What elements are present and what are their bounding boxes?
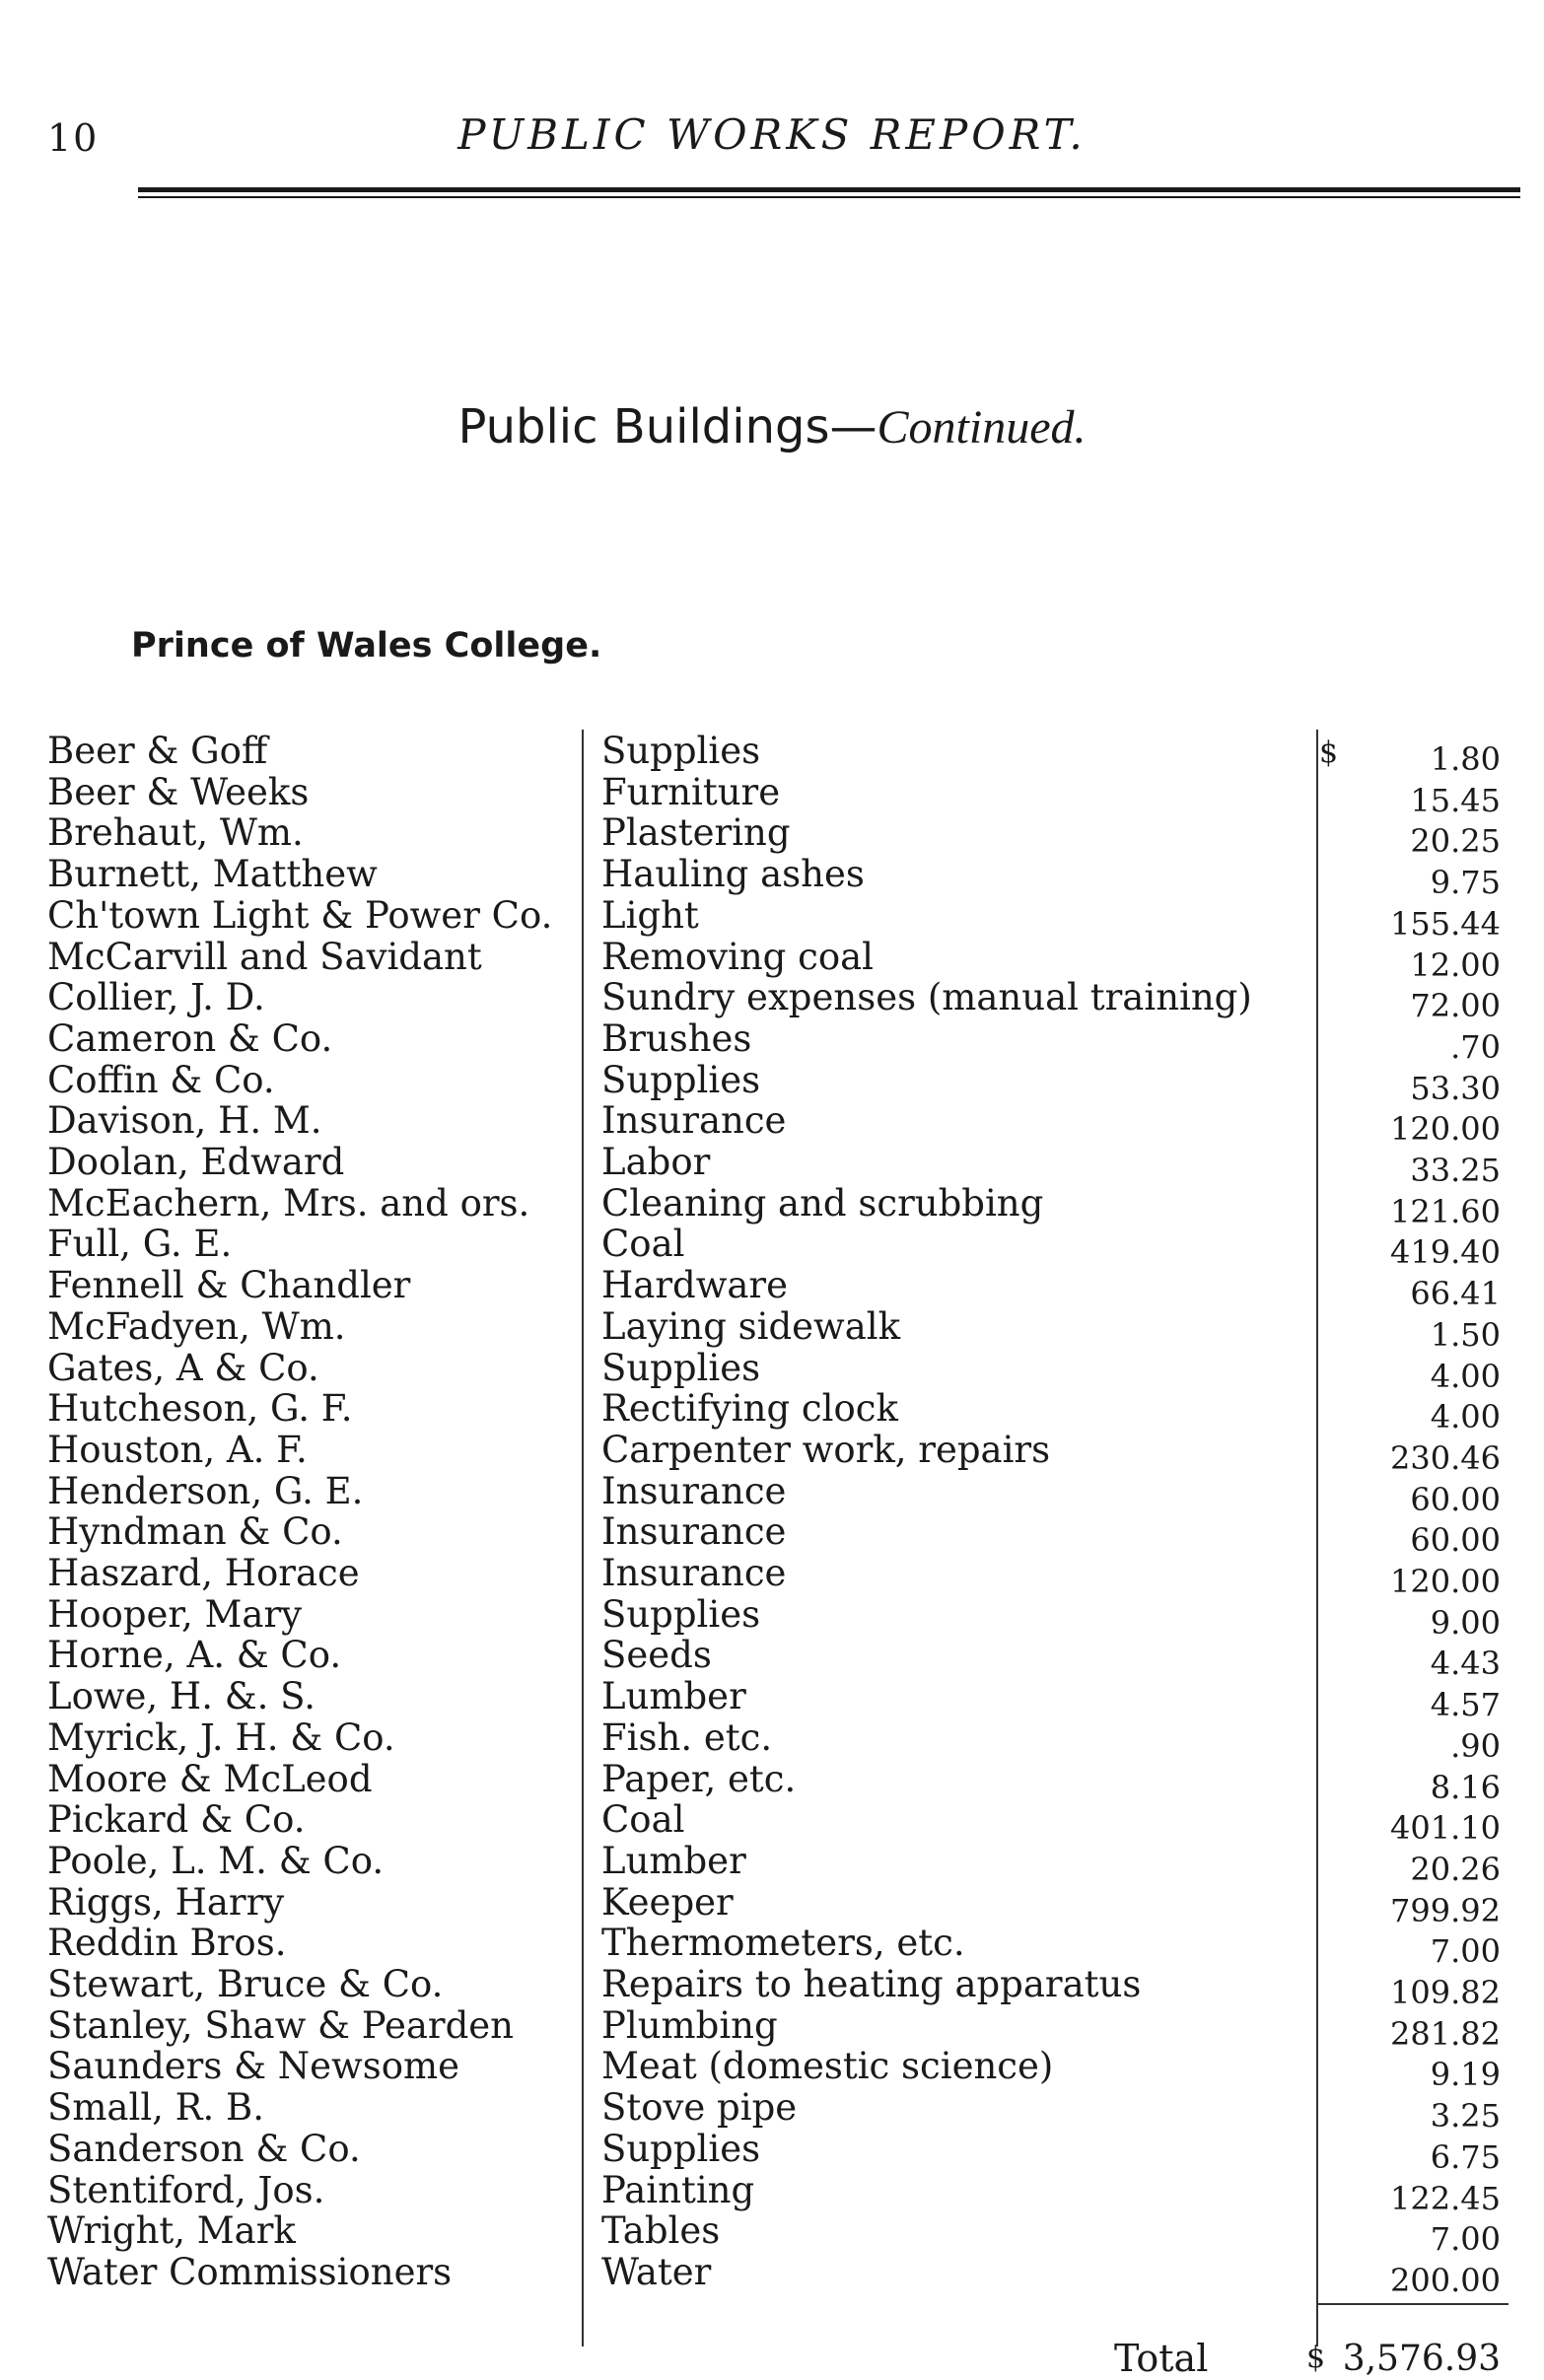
- table-row: [0, 976, 1544, 1025]
- amount-cell: .70: [1450, 1027, 1501, 1066]
- table-row: [0, 1757, 1544, 1806]
- payee-cell: Full, G. E.: [47, 1223, 233, 1266]
- amount-cell: 15.45: [1410, 781, 1501, 819]
- table-row: [0, 1634, 1544, 1683]
- amount-cell: 60.00: [1410, 1521, 1501, 1560]
- amount-cell: 20.25: [1410, 822, 1501, 861]
- payee-cell: Ch'town Light & Power Co.: [47, 893, 553, 937]
- payee-cell: Haszard, Horace: [47, 1552, 360, 1594]
- table-row: [0, 2045, 1544, 2094]
- table-row: [0, 1592, 1544, 1642]
- item-cell: Paper, etc.: [601, 1757, 797, 1800]
- amount-cell: 230.46: [1390, 1438, 1501, 1477]
- item-cell: Sundry expenses (manual training): [601, 976, 1252, 1019]
- item-cell: Tables: [601, 2209, 721, 2253]
- running-head: PUBLIC WORKS REPORT.: [457, 110, 1087, 159]
- item-cell: Stove pipe: [601, 2086, 798, 2130]
- table-row: [0, 730, 1544, 778]
- page-number: 10: [47, 116, 100, 160]
- payee-cell: Coffin & Co.: [47, 1058, 275, 1101]
- payee-cell: Wright, Mark: [47, 2209, 296, 2253]
- amount-cell: 155.44: [1390, 904, 1501, 943]
- payee-cell: Saunders & Newsome: [47, 2045, 459, 2088]
- amount-cell: 200.00: [1390, 2261, 1501, 2299]
- item-cell: Plastering: [601, 811, 791, 855]
- payee-cell: Beer & Weeks: [47, 770, 310, 813]
- amount-cell: 4.00: [1430, 1398, 1501, 1436]
- payee-cell: McCarvill and Savidant: [47, 935, 482, 978]
- item-cell: Coal: [601, 1798, 685, 1842]
- table-row: [0, 1469, 1544, 1518]
- table-row: [0, 1141, 1544, 1189]
- payee-cell: Doolan, Edward: [47, 1141, 345, 1183]
- amount-cell: 7.00: [1430, 1932, 1501, 1971]
- header-rule-thick: [138, 187, 1520, 192]
- payee-cell: Beer & Goff: [47, 730, 268, 772]
- payee-cell: McEachern, Mrs. and ors.: [47, 1181, 530, 1225]
- table-row: [0, 1016, 1544, 1066]
- amount-cell: 3.25: [1430, 2097, 1501, 2135]
- amount-cell: 9.75: [1430, 864, 1501, 902]
- item-cell: Water: [601, 2250, 712, 2293]
- table-row: [0, 1058, 1544, 1107]
- item-cell: Furniture: [601, 770, 781, 813]
- table-row: [0, 2003, 1544, 2053]
- section-title: [0, 399, 1544, 455]
- payee-cell: Stanley, Shaw & Pearden: [47, 2003, 514, 2047]
- payee-cell: Brehaut, Wm.: [47, 811, 304, 855]
- amount-cell: 53.30: [1410, 1069, 1501, 1107]
- item-cell: Hardware: [601, 1264, 789, 1307]
- item-cell: Supplies: [601, 730, 761, 772]
- table-row: [0, 2209, 1544, 2259]
- item-cell: Supplies: [601, 1346, 761, 1389]
- amount-cell: 72.00: [1410, 987, 1501, 1025]
- item-cell: Supplies: [601, 2127, 761, 2170]
- total-amount: 3,576.93: [1342, 2339, 1501, 2379]
- item-cell: Rectifying clock: [601, 1387, 898, 1431]
- item-cell: Cleaning and scrubbing: [601, 1181, 1044, 1225]
- amount-cell: 66.41: [1410, 1275, 1501, 1313]
- item-cell: Painting: [601, 2168, 755, 2211]
- payee-cell: Moore & McLeod: [47, 1757, 373, 1800]
- table-row: [0, 1099, 1544, 1149]
- amount-cell: 9.19: [1430, 2056, 1501, 2094]
- payee-cell: Cameron & Co.: [47, 1016, 333, 1060]
- item-cell: Lumber: [601, 1839, 746, 1882]
- amount-cell: 20.26: [1410, 1850, 1501, 1888]
- table-row: [0, 1181, 1544, 1230]
- table-row: [0, 1223, 1544, 1272]
- table-row: [0, 1346, 1544, 1395]
- payee-cell: Horne, A. & Co.: [47, 1634, 342, 1677]
- table-row: [0, 1552, 1544, 1600]
- table-row: [0, 1798, 1544, 1848]
- amount-cell: 33.25: [1410, 1152, 1501, 1189]
- payee-cell: Lowe, H. &. S.: [47, 1675, 316, 1718]
- amount-cell: 4.57: [1430, 1686, 1501, 1724]
- item-cell: Plumbing: [601, 2003, 778, 2047]
- item-cell: Repairs to heating apparatus: [601, 1963, 1142, 2005]
- item-cell: Insurance: [601, 1469, 787, 1512]
- table-row: [0, 1304, 1544, 1354]
- amount-cell: 12.00: [1410, 945, 1501, 984]
- amount-cell: 4.00: [1430, 1357, 1501, 1395]
- payee-cell: Houston, A. F.: [47, 1428, 308, 1471]
- amount-cell: 7.00: [1430, 2220, 1501, 2259]
- amount-cell: 122.45: [1390, 2179, 1501, 2217]
- payee-cell: Myrick, J. H. & Co.: [47, 1715, 395, 1759]
- item-cell: Carpenter work, repairs: [601, 1428, 1051, 1471]
- item-cell: Supplies: [601, 1592, 761, 1636]
- table-row: [0, 1428, 1544, 1477]
- item-cell: Insurance: [601, 1099, 787, 1143]
- table-row: [0, 893, 1544, 943]
- payee-cell: Sanderson & Co.: [47, 2127, 361, 2170]
- payee-cell: Stewart, Bruce & Co.: [47, 1963, 444, 2005]
- payee-cell: Pickard & Co.: [47, 1798, 306, 1842]
- total-currency-symbol: $: [1306, 2341, 1326, 2375]
- section-subtitle: Prince of Wales College.: [131, 626, 602, 665]
- item-cell: Lumber: [601, 1675, 746, 1718]
- table-row: [0, 2250, 1544, 2299]
- amount-cell: .90: [1450, 1726, 1501, 1765]
- payee-cell: Poole, L. M. & Co.: [47, 1839, 385, 1882]
- amount-cell: 60.00: [1410, 1480, 1501, 1518]
- item-cell: Hauling ashes: [601, 853, 865, 896]
- amount-cell: 419.40: [1390, 1233, 1501, 1272]
- item-cell: Light: [601, 893, 699, 937]
- table-row: [0, 1387, 1544, 1436]
- payee-cell: Fennell & Chandler: [47, 1264, 411, 1307]
- item-cell: Fish. etc.: [601, 1715, 773, 1759]
- amount-cell: 121.60: [1390, 1192, 1501, 1230]
- amount-cell: 4.43: [1430, 1645, 1501, 1683]
- table-row: [0, 1715, 1544, 1765]
- table-row: [0, 2168, 1544, 2217]
- amount-cell: 281.82: [1390, 2014, 1501, 2053]
- item-cell: Thermometers, etc.: [601, 1922, 965, 1965]
- amount-cell: 799.92: [1390, 1891, 1501, 1929]
- amount-cell: 1.80: [1430, 740, 1501, 778]
- table-row: [0, 1675, 1544, 1724]
- payee-cell: Hooper, Mary: [47, 1592, 303, 1636]
- table-row: [0, 1963, 1544, 2011]
- currency-symbol-top: $: [1319, 735, 1339, 770]
- amount-cell: 120.00: [1390, 1110, 1501, 1149]
- table-row: [0, 1264, 1544, 1313]
- item-cell: Keeper: [601, 1880, 734, 1924]
- item-cell: Insurance: [601, 1510, 787, 1554]
- section-title-continued: Continued.: [877, 401, 1087, 454]
- header-rule-thin: [138, 196, 1520, 198]
- payee-cell: Hutcheson, G. F.: [47, 1387, 353, 1431]
- table-row: [0, 1880, 1544, 1929]
- amount-cell: 9.00: [1430, 1603, 1501, 1642]
- payee-cell: Riggs, Harry: [47, 1880, 285, 1924]
- payee-cell: Water Commissioners: [47, 2250, 453, 2293]
- item-cell: Brushes: [601, 1016, 752, 1060]
- item-cell: Insurance: [601, 1552, 787, 1594]
- table-row: [0, 1922, 1544, 1971]
- payee-cell: Henderson, G. E.: [47, 1469, 364, 1512]
- payee-cell: McFadyen, Wm.: [47, 1304, 346, 1348]
- amount-cell: 1.50: [1430, 1315, 1501, 1354]
- item-cell: Coal: [601, 1223, 685, 1266]
- payee-cell: Davison, H. M.: [47, 1099, 322, 1143]
- table-row: [0, 770, 1544, 819]
- item-cell: Supplies: [601, 1058, 761, 1101]
- table-row: [0, 2086, 1544, 2135]
- payee-cell: Small, R. B.: [47, 2086, 265, 2130]
- amount-cell: 109.82: [1390, 1974, 1501, 2011]
- table-row: [0, 1839, 1544, 1888]
- table-row: [0, 2127, 1544, 2176]
- item-cell: Laying sidewalk: [601, 1304, 901, 1348]
- section-title-main: Public Buildings—: [457, 399, 877, 455]
- amount-cell: 401.10: [1390, 1809, 1501, 1848]
- table-row: [0, 811, 1544, 861]
- payee-cell: Burnett, Matthew: [47, 853, 378, 896]
- item-cell: Seeds: [601, 1634, 712, 1677]
- amount-cell: 8.16: [1430, 1768, 1501, 1806]
- amount-cell: 120.00: [1390, 1563, 1501, 1600]
- table-row: [0, 935, 1544, 984]
- payee-cell: Hyndman & Co.: [47, 1510, 343, 1554]
- item-cell: Removing coal: [601, 935, 875, 978]
- item-cell: Labor: [601, 1141, 711, 1183]
- total-rule: [1316, 2303, 1509, 2305]
- item-cell: Meat (domestic science): [601, 2045, 1054, 2088]
- table-row: [0, 1510, 1544, 1560]
- payee-cell: Stentiford, Jos.: [47, 2168, 325, 2211]
- table-row: [0, 853, 1544, 902]
- amount-cell: 6.75: [1430, 2137, 1501, 2176]
- payee-cell: Collier, J. D.: [47, 976, 265, 1019]
- total-label: Total: [1114, 2337, 1209, 2380]
- payee-cell: Gates, A & Co.: [47, 1346, 319, 1389]
- payee-cell: Reddin Bros.: [47, 1922, 287, 1965]
